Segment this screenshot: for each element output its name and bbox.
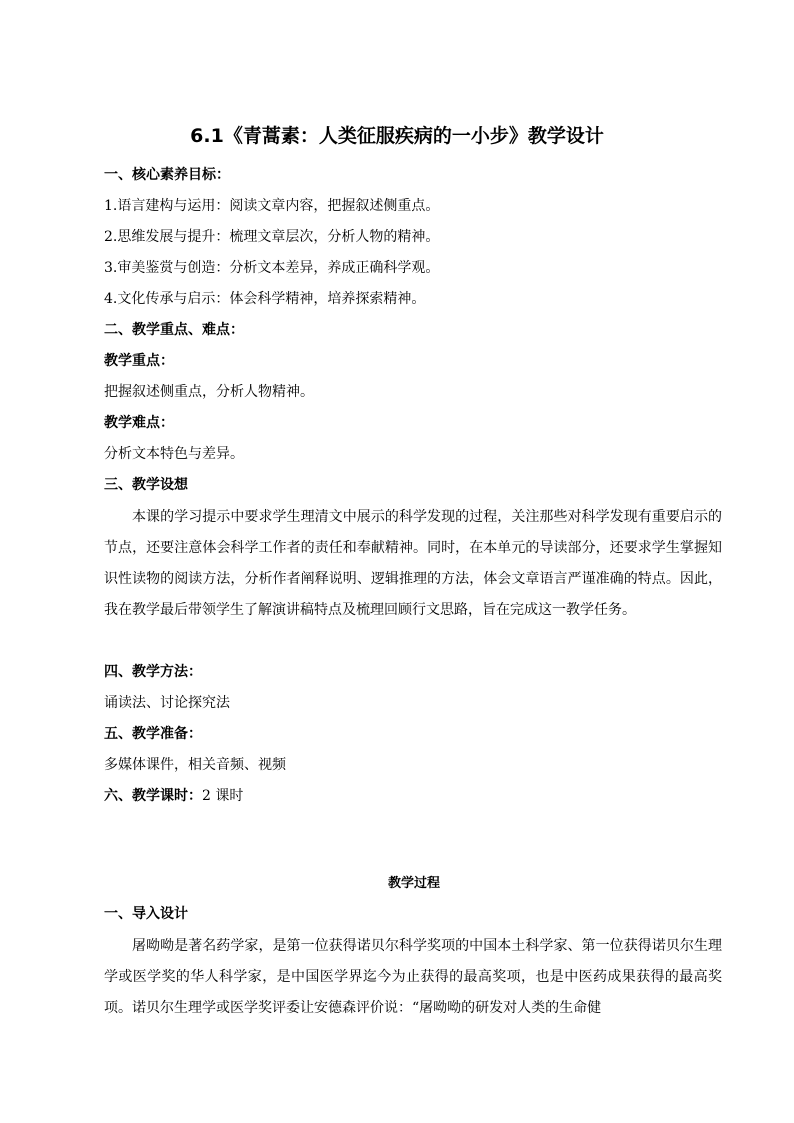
key-points-heading: 二、教学重点、难点： [104,322,244,338]
methods-heading: 四、教学方法： [104,664,202,680]
difficulty-text: 分析文本特色与差异。 [104,446,244,462]
intro-heading: 一、导入设计 [104,906,188,922]
hours-heading: 六、教学课时： [104,788,202,804]
hours-line [104,785,243,807]
design-paragraph: 本课的学习提示中要求学生理清文中展示的科学发现的过程，关注那些对科学发现有重要启示的节点，还要注意体会科学工作者的责任和奉献精神。同时，在本单元的导读部分，还要求学生掌握知识性读物的阅读方法，分析作者阐释说明、逻辑推理的方法，体会文章语言严谨准确的特点。因此，我在教学最后带领学生了解演讲稿特点及梳理回顾行文思路，旨在完成这一教学任务。 [104,509,722,618]
objective-item-3: 3.审美鉴赏与创造：分析文本差异，养成正确科学观。 [104,260,440,276]
intro-paragraph: 屠呦呦是著名药学家，是第一位获得诺贝尔科学奖项的中国本土科学家、第一位获得诺贝尔生理学或医学奖的华人科学家，是中国医学界迄今为止获得的最高奖项，也是中医药成果获得的最高奖项。诺贝尔生理学或医学奖评委让安德森评价说：“屠呦呦的研发对人类的生命健 [104,938,722,1016]
objective-item-2: 2.思维发展与提升：梳理文章层次，分析人物的精神。 [104,229,440,245]
methods-text: 诵读法、讨论探究法 [104,695,230,711]
preparation-text: 多媒体课件，相关音频、视频 [104,757,286,773]
document-title: 6.1《青蒿素：人类征服疾病的一小步》教学设计 [190,125,604,147]
hours-value: 2 课时 [202,788,244,804]
design-heading: 三、教学设想 [104,477,188,493]
objective-item-4: 4.文化传承与启示：体会科学精神，培养探索精神。 [104,291,426,307]
preparation-heading: 五、教学准备： [104,726,202,742]
focus-text: 把握叙述侧重点，分析人物精神。 [104,384,314,400]
objective-item-1: 1.语言建构与运用：阅读文章内容，把握叙述侧重点。 [104,198,440,214]
difficulty-label: 教学难点： [104,415,174,431]
focus-label: 教学重点： [104,353,174,369]
process-title: 教学过程 [387,876,440,891]
objectives-heading: 一、核心素养目标： [104,167,230,183]
